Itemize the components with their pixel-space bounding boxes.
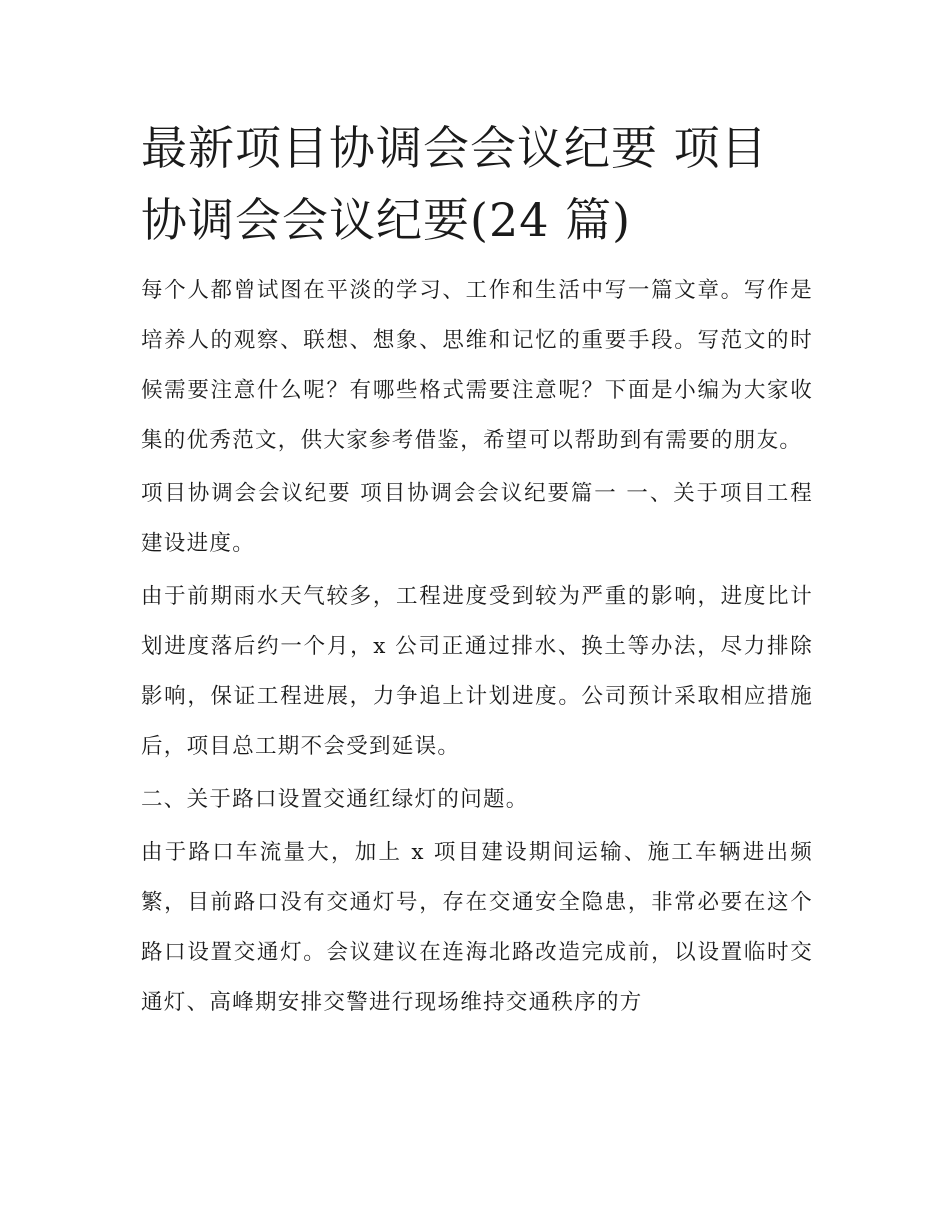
paragraph-section-two-heading: 二、关于路口设置交通红绿灯的问题。 [141,787,529,812]
paragraph-intro: 每个人都曾试图在平淡的学习、工作和生活中写一篇文章。写作是培养人的观察、联想、想象、思维和记忆的重要手段。写范文的时候需要注意什么呢？有哪些格式需要注意呢？下面是小编为大家收集的优秀范文，供大家参考借鉴，希望可以帮助到有需要的朋友。 [141,278,813,453]
document-body [141,266,813,1028]
document-page [141,112,813,1031]
paragraph-progress: 由于前期雨水天气较多，工程进度受到较为严重的影响，进度比计划进度落后约一个月，x 公司正通过排水、换土等办法，尽力排除影响，保证工程进展，力争追上计划进度。公司预计采取相应措施后，项目总工期不会受到延误。 [141,584,813,759]
document-title: 最新项目协调会会议纪要 项目协调会会议纪要(24 篇) [141,121,768,247]
paragraph-traffic: 由于路口车流量大，加上 x 项目建设期间运输、施工车辆进出频繁，目前路口没有交通灯号，存在交通安全隐患，非常必要在这个路口设置交通灯。会议建议在连海北路改造完成前，以设置临时交通灯、高峰期安排交警进行现场维持交通秩序的方 [141,840,813,1015]
paragraph-section-one-heading: 项目协调会会议纪要 项目协调会会议纪要篇一 一、关于项目工程建设进度。 [141,481,813,556]
